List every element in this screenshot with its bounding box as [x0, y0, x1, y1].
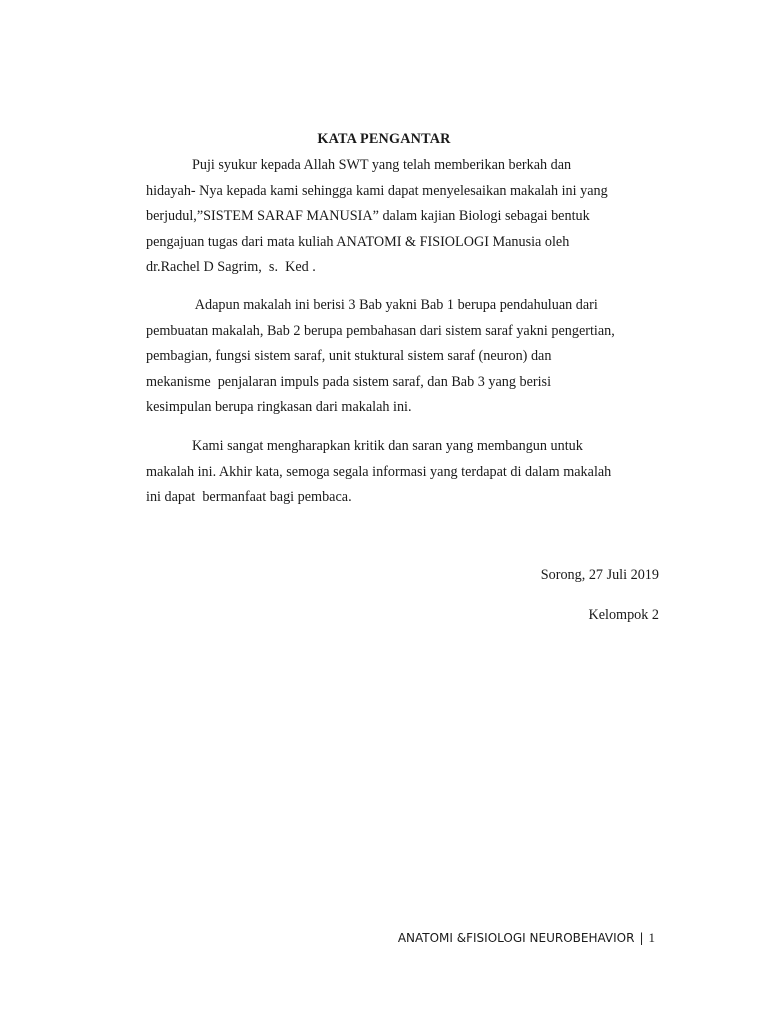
footer-separator: |	[639, 931, 644, 945]
paragraph-closing	[146, 434, 660, 511]
page-number: 1	[648, 930, 655, 945]
paragraph-contents	[146, 293, 660, 421]
paragraph-line: mekanisme penjalaran impuls pada sistem saraf, dan Bab 3 yang berisi	[146, 373, 552, 390]
place-date: Sorong, 27 Juli 2019	[540, 567, 659, 583]
paragraph-line: Puji syukur kepada Allah SWT yang telah memberikan berkah dan	[192, 157, 572, 173]
page-title: KATA PENGANTAR	[317, 131, 451, 147]
paragraph-line: pembagian, fungsi sistem saraf, unit stuktural sistem saraf (neuron) dan	[146, 348, 552, 365]
paragraph-line: makalah ini. Akhir kata, semoga segala informasi yang terdapat di dalam makalah	[146, 463, 612, 480]
paragraph-line: kesimpulan berupa ringkasan dari makalah ini.	[146, 399, 412, 416]
paragraph-line: Kami sangat mengharapkan kritik dan saran yang membangun untuk	[192, 438, 583, 454]
paragraph-line: pengajuan tugas dari mata kuliah ANATOMI & FISIOLOGI Manusia oleh	[146, 233, 570, 250]
paragraph-intro	[146, 153, 660, 281]
paragraph-line: dr.Rachel D Sagrim, s. Ked .	[146, 259, 316, 276]
paragraph-line: ini dapat bermanfaat bagi pembaca.	[146, 489, 352, 506]
paragraph-line: Adapun makalah ini berisi 3 Bab yakni Bab 1 berupa pendahuluan dari	[192, 297, 598, 313]
page-footer	[398, 930, 655, 946]
signature-group: Kelompok 2	[588, 607, 659, 623]
paragraph-line: hidayah- Nya kepada kami sehingga kami dapat menyelesaikan makalah ini yang	[146, 182, 608, 199]
footer-title: ANATOMI &FISIOLOGI NEUROBEHAVIOR	[397, 931, 635, 945]
paragraph-line: pembuatan makalah, Bab 2 berupa pembahasan dari sistem saraf yakni pengertian,	[146, 322, 615, 339]
paragraph-line: berjudul,”SISTEM SARAF MANUSIA” dalam kajian Biologi sebagai bentuk	[146, 208, 590, 225]
